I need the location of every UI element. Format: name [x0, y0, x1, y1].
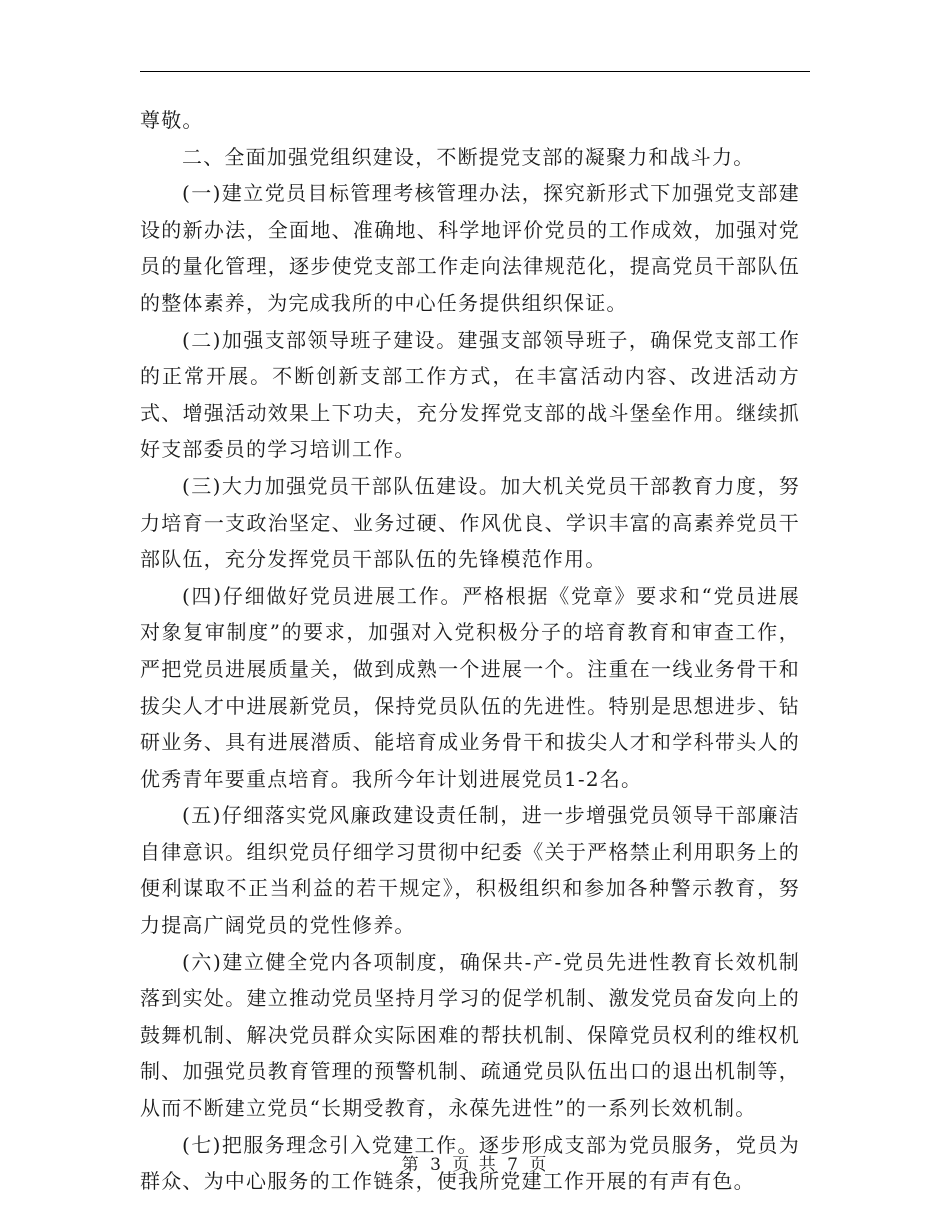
paragraph-item-4: (四)仔细做好党员进展工作。严格根据《党章》要求和“党员进展对象复审制度”的要求，加强对入党积极分子的培育教育和审查工作，严把党员进展质量关，做到成熟一个进展一个。注重在一线业务骨干和拔尖人才中进展新党员，保持党员队伍的先进性。特别是思想进步、钻研业务、具有进展潜质、能培育成业务骨干和拔尖人才和学科带头人的优秀青年要重点培育。我所今年计划进展党员1-2名。	[140, 583, 800, 791]
body-text	[140, 102, 800, 1200]
paragraph-item-5: (五)仔细落实党风廉政建设责任制，进一步增强党员领导干部廉洁自律意识。组织党员仔细学习贯彻中纪委《关于严格禁止利用职务上的便利谋取不正当利益的若干规定》，积极组织和参加各种警示教育，努力提高广阔党员的党性修养。	[140, 803, 800, 938]
paragraph-item-6: (六)建立健全党内各项制度，确保共-产-党员先进性教育长效机制落到实处。建立推动党员坚持月学习的促学机制、激发党员奋发向上的鼓舞机制、解决党员群众实际困难的帮扶机制、保障党员权利的维权机制、加强党员教育管理的预警机制、疏通党员队伍出口的退出机制等，从而不断建立党员“长期受教育，永葆先进性”的一系列长效机制。	[140, 949, 800, 1121]
paragraph-item-2: (二)加强支部领导班子建设。建强支部领导班子，确保党支部工作的正常开展。不断创新支部工作方式，在丰富活动内容、改进活动方式、增强活动效果上下功夫，充分发挥党支部的战斗堡垒作用。继续抓好支部委员的学习培训工作。	[140, 327, 800, 462]
paragraph-continuation: 尊敬。	[140, 108, 204, 132]
paragraph-item-3: (三)大力加强党员干部队伍建设。加大机关党员干部教育力度，努力培育一支政治坚定、业务过硬、作风优良、学识丰富的高素养党员干部队伍，充分发挥党员干部队伍的先锋模范作用。	[140, 473, 800, 572]
footer-prefix: 第	[401, 1155, 421, 1175]
paragraph-item-7: (七)把服务理念引入党建工作。逐步形成支部为党员服务，党员为群众、为中心服务的工作链条，使我所党建工作开展的有声有色。	[140, 1132, 800, 1194]
paragraph-item-1: (一)建立党员目标管理考核管理办法，探究新形式下加强党支部建设的新办法，全面地、准确地、科学地评价党员的工作成效，加强对党员的量化管理，逐步使党支部工作走向法律规范化，提高党员干部队伍的整体素养，为完成我所的中心任务提供组织保证。	[140, 181, 800, 315]
current-page-number: 3	[430, 1155, 443, 1175]
header-rule	[140, 71, 810, 72]
footer-mid: 页 共	[452, 1155, 498, 1175]
page-footer	[0, 1150, 950, 1175]
footer-suffix: 页	[529, 1155, 549, 1175]
total-page-count: 7	[507, 1155, 520, 1175]
section-heading: 二、全面加强党组织建设，不断提党支部的凝聚力和战斗力。	[182, 144, 755, 169]
